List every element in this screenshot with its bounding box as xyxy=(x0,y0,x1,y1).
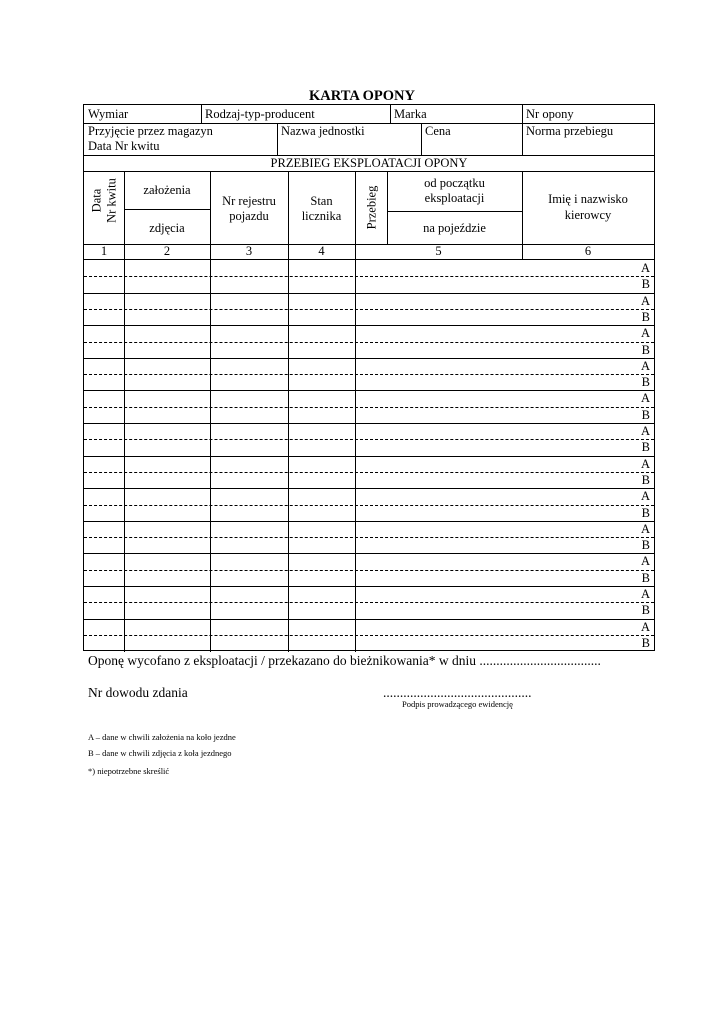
col-divider xyxy=(522,244,523,259)
row-split-dashed xyxy=(84,276,654,277)
label-data-kwitu: Data Nr kwitu xyxy=(88,139,160,153)
row-split-dashed xyxy=(84,505,654,506)
page-title: KARTA OPONY xyxy=(309,88,415,104)
row-marker-b: B xyxy=(641,440,650,455)
label-cena: Cena xyxy=(425,124,451,138)
row-split-dashed xyxy=(84,635,654,636)
row-split-dashed xyxy=(84,439,654,440)
row-split-dashed xyxy=(84,374,654,375)
col-divider xyxy=(522,171,523,244)
note-b: B – dane w chwili zdjęcia z koła jezdnego xyxy=(88,748,232,758)
row-divider xyxy=(84,619,654,620)
col-header-licznika: licznika xyxy=(301,209,342,223)
row-marker-a: A xyxy=(640,619,650,634)
tire-card-form xyxy=(83,104,655,651)
row-divider xyxy=(84,488,654,489)
col-header-eksploatacji: eksploatacji xyxy=(424,191,485,205)
divider xyxy=(201,105,202,123)
divider xyxy=(84,259,654,260)
divider xyxy=(277,123,278,155)
row-split-dashed xyxy=(84,407,654,408)
row-marker-b: B xyxy=(641,505,650,520)
row-marker-a: A xyxy=(640,261,650,275)
col-header-nr-rejestru: Nr rejestru xyxy=(222,194,276,208)
signature-line: ............................................ xyxy=(383,685,532,700)
row-divider xyxy=(84,325,654,326)
row-divider xyxy=(84,521,654,522)
divider xyxy=(124,209,210,210)
withdrawn-statement: Oponę wycofano z eksploatacji / przekazano do bieżnikowania* w dniu .................................... xyxy=(88,653,601,668)
label-norma: Norma przebiegu xyxy=(526,124,614,138)
divider xyxy=(421,123,422,155)
col-header-przebieg: Przebieg xyxy=(364,185,379,230)
row-marker-b: B xyxy=(641,635,650,650)
row-marker-b: B xyxy=(641,603,650,618)
row-marker-a: A xyxy=(640,489,650,504)
row-marker-b: B xyxy=(641,407,650,422)
col-header-data: Data xyxy=(89,188,104,213)
label-rodzaj: Rodzaj-typ-producent xyxy=(205,107,315,121)
label-marka: Marka xyxy=(394,107,427,121)
row-marker-b: B xyxy=(641,309,650,324)
row-split-dashed xyxy=(84,342,654,343)
row-marker-b: B xyxy=(641,342,650,357)
divider xyxy=(84,171,654,172)
col-header-od-poczatku: od początku xyxy=(424,176,485,190)
section-title: PRZEBIEG EKSPLOATACJI OPONY xyxy=(270,156,468,170)
row-divider xyxy=(84,456,654,457)
col-header-zalozenia: założenia xyxy=(143,183,191,197)
row-divider xyxy=(84,390,654,391)
row-divider xyxy=(84,293,654,294)
row-divider xyxy=(84,358,654,359)
row-marker-b: B xyxy=(641,472,650,487)
row-split-dashed xyxy=(84,472,654,473)
row-split-dashed xyxy=(84,602,654,603)
divider xyxy=(390,105,391,123)
col-header-kierowcy: kierowcy xyxy=(564,208,612,222)
divider xyxy=(387,211,522,212)
col-number-6: 6 xyxy=(584,244,592,258)
row-divider xyxy=(84,423,654,424)
row-marker-a: A xyxy=(640,293,650,308)
signature-caption: Podpis prowadzącego ewidencję xyxy=(402,699,513,709)
row-divider xyxy=(84,586,654,587)
divider xyxy=(522,123,523,155)
col-header-na-pojezdzie: na pojeździe xyxy=(423,221,486,235)
row-split-dashed xyxy=(84,537,654,538)
col-header-stan: Stan xyxy=(310,194,333,208)
return-document-label: Nr dowodu zdania xyxy=(88,685,188,700)
label-nr-opony: Nr opony xyxy=(526,107,574,121)
col-number-2: 2 xyxy=(163,244,171,258)
row-marker-a: A xyxy=(640,358,650,373)
col-header-zdjecia: zdjęcia xyxy=(149,221,185,235)
col-number-4: 4 xyxy=(318,244,325,258)
label-wymiar: Wymiar xyxy=(88,107,129,121)
row-marker-b: B xyxy=(641,538,650,553)
col-header-nr-kwitu: Nr kwitu xyxy=(104,178,119,223)
row-marker-a: A xyxy=(640,587,650,601)
row-marker-a: A xyxy=(640,424,650,438)
row-divider xyxy=(84,553,654,554)
col-header-imie: Imię i nazwisko xyxy=(548,192,628,206)
row-marker-b: B xyxy=(641,375,650,390)
row-marker-a: A xyxy=(640,521,650,536)
label-przyjecie: Przyjęcie przez magazyn xyxy=(88,124,213,138)
divider xyxy=(522,105,523,123)
col-number-1: 1 xyxy=(100,244,108,258)
row-marker-b: B xyxy=(641,570,650,585)
row-marker-a: A xyxy=(640,391,650,406)
row-marker-a: A xyxy=(640,326,650,341)
row-split-dashed xyxy=(84,570,654,571)
col-header-pojazdu: pojazdu xyxy=(229,209,269,223)
label-nazwa-jednostki: Nazwa jednostki xyxy=(281,124,365,138)
note-a: A – dane w chwili założenia na koło jezdne xyxy=(88,732,236,742)
row-marker-a: A xyxy=(640,456,650,471)
row-marker-b: B xyxy=(641,277,650,292)
col-number-5: 5 xyxy=(435,244,442,258)
row-split-dashed xyxy=(84,309,654,310)
col-number-3: 3 xyxy=(245,244,253,258)
note-star: *) niepotrzebne skreślić xyxy=(88,766,170,776)
row-marker-a: A xyxy=(640,554,650,569)
